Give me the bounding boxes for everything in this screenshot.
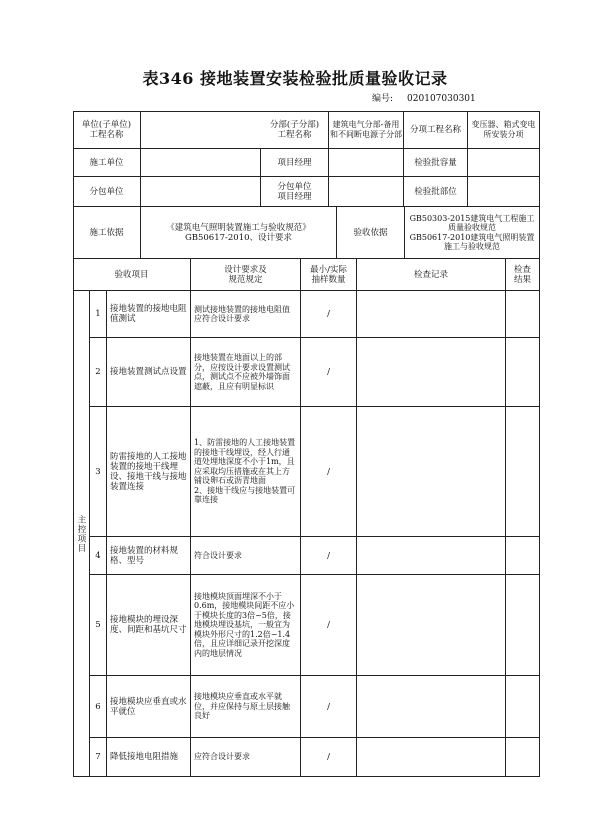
row-requirement: 1、防雷接地的人工接地装置的接地干线埋设，经人行通道处埋地深度不小于1m，且应采取均压措施或在其上方铺设卵石或沥青地面 2、接地干线应与接地装置可靠连接 xyxy=(191,407,301,537)
row-item-name: 接地模块的埋设深度、间距和基坑尺寸 xyxy=(107,575,191,676)
row-item-name: 接地模块应垂直或水平就位 xyxy=(107,676,191,738)
row-number: 6 xyxy=(90,676,107,738)
row-item-name: 接地装置的接地电阻值测试 xyxy=(107,291,191,338)
part-value[interactable] xyxy=(468,177,540,207)
part-label: 检验批部位 xyxy=(404,177,468,207)
row-result[interactable] xyxy=(506,575,540,676)
sub-pm-value[interactable] xyxy=(329,177,404,207)
col-result: 检查 结果 xyxy=(506,259,540,291)
col-item: 验收项目 xyxy=(73,259,191,291)
row-number: 4 xyxy=(90,537,107,575)
row-result[interactable] xyxy=(506,291,540,338)
row-requirement: 符合设计要求 xyxy=(191,537,301,575)
capacity-value[interactable] xyxy=(468,149,540,177)
item-label: 分项工程名称 xyxy=(404,111,468,149)
row-item-name: 接地装置的材料规格、型号 xyxy=(107,537,191,575)
row-result[interactable] xyxy=(506,676,540,738)
row-requirement: 应符合设计要求 xyxy=(191,738,301,777)
basis-value: 《建筑电气照明装置施工与验收规范》GB50617-2010、设计要求 xyxy=(141,207,337,259)
group-label-cell xyxy=(73,291,90,777)
unit-label: 单位(子单位) 工程名称 xyxy=(73,111,141,149)
row-record[interactable] xyxy=(357,291,506,338)
code-value: 020107030301 xyxy=(407,94,476,104)
row-result[interactable] xyxy=(506,407,540,537)
row-item-name: 降低接地电阻措施 xyxy=(107,738,191,777)
construct-value[interactable] xyxy=(141,149,261,177)
row-sample[interactable]: / xyxy=(301,338,357,407)
col-record: 检查记录 xyxy=(357,259,506,291)
sub-pm-label: 分包单位 项目经理 xyxy=(261,177,329,207)
row-sample[interactable]: / xyxy=(301,537,357,575)
row-number: 7 xyxy=(90,738,107,777)
row-number: 1 xyxy=(90,291,107,338)
accept-label: 验收依据 xyxy=(337,207,405,259)
row-record[interactable] xyxy=(357,407,506,537)
subcontract-label: 分包单位 xyxy=(73,177,141,207)
col-req: 设计要求及 规范规定 xyxy=(191,259,301,291)
row-record[interactable] xyxy=(357,738,506,777)
row-item-name: 防雷接地的人工接地装置的接地干线埋设、接地干线与接地装置连接 xyxy=(107,407,191,537)
row-record[interactable] xyxy=(357,338,506,407)
subdiv-value[interactable]: 建筑电气分部-备用和不间断电源子分部 xyxy=(329,111,404,149)
row-requirement: 接地模块应垂直或水平就位，并应保持与原土层接触良好 xyxy=(191,676,301,738)
row-result[interactable] xyxy=(506,537,540,575)
row-requirement: 接地模块顶面埋深不小于0.6m，接地模块间距不应小于模块长度的3倍~5倍，接地模块埋设基坑，一般宜为模块外形尺寸的1.2倍~1.4倍，且应详细记录开挖深度内的地层情况 xyxy=(191,575,301,676)
basis-label: 施工依据 xyxy=(73,207,141,259)
group-label: 主控项目 xyxy=(76,514,86,553)
subcontract-value[interactable] xyxy=(141,177,261,207)
row-number: 3 xyxy=(90,407,107,537)
row-sample[interactable]: / xyxy=(301,407,357,537)
row-result[interactable] xyxy=(506,738,540,777)
row-number: 5 xyxy=(90,575,107,676)
capacity-label: 检验批容量 xyxy=(404,149,468,177)
pm-label: 项目经理 xyxy=(261,149,329,177)
row-record[interactable] xyxy=(357,676,506,738)
accept-value: GB50303-2015建筑电气工程施工质量验收规范 GB50617-2010建筑电气照明装置施工与验收规范 xyxy=(405,207,540,259)
code-label: 编号: xyxy=(372,94,394,104)
row-requirement: 测试接地装置的接地电阻值应符合设计要求 xyxy=(191,291,301,338)
row-item-name: 接地装置测试点设置 xyxy=(107,338,191,407)
row-requirement: 接地装置在地面以上的部分，应按设计要求设置测试点，测试点不应被外墙饰面遮蔽，且应有明显标识 xyxy=(191,338,301,407)
construct-label: 施工单位 xyxy=(73,149,141,177)
col-sample: 最小/实际 抽样数量 xyxy=(301,259,357,291)
row-record[interactable] xyxy=(357,575,506,676)
page-title: 表346 接地装置安装检验批质量验收记录 xyxy=(142,69,448,88)
row-number: 2 xyxy=(90,338,107,407)
pm-value[interactable] xyxy=(329,149,404,177)
subdiv-label: 分部(子分部) 工程名称 xyxy=(261,111,329,149)
row-record[interactable] xyxy=(357,537,506,575)
row-result[interactable] xyxy=(506,338,540,407)
row-sample[interactable]: / xyxy=(301,575,357,676)
item-value[interactable]: 变压器、箱式变电所安装分项 xyxy=(468,111,540,149)
inspection-form xyxy=(73,111,540,777)
row-sample[interactable]: / xyxy=(301,676,357,738)
row-sample[interactable]: / xyxy=(301,291,357,338)
record-code xyxy=(372,91,490,104)
row-sample[interactable]: / xyxy=(301,738,357,777)
